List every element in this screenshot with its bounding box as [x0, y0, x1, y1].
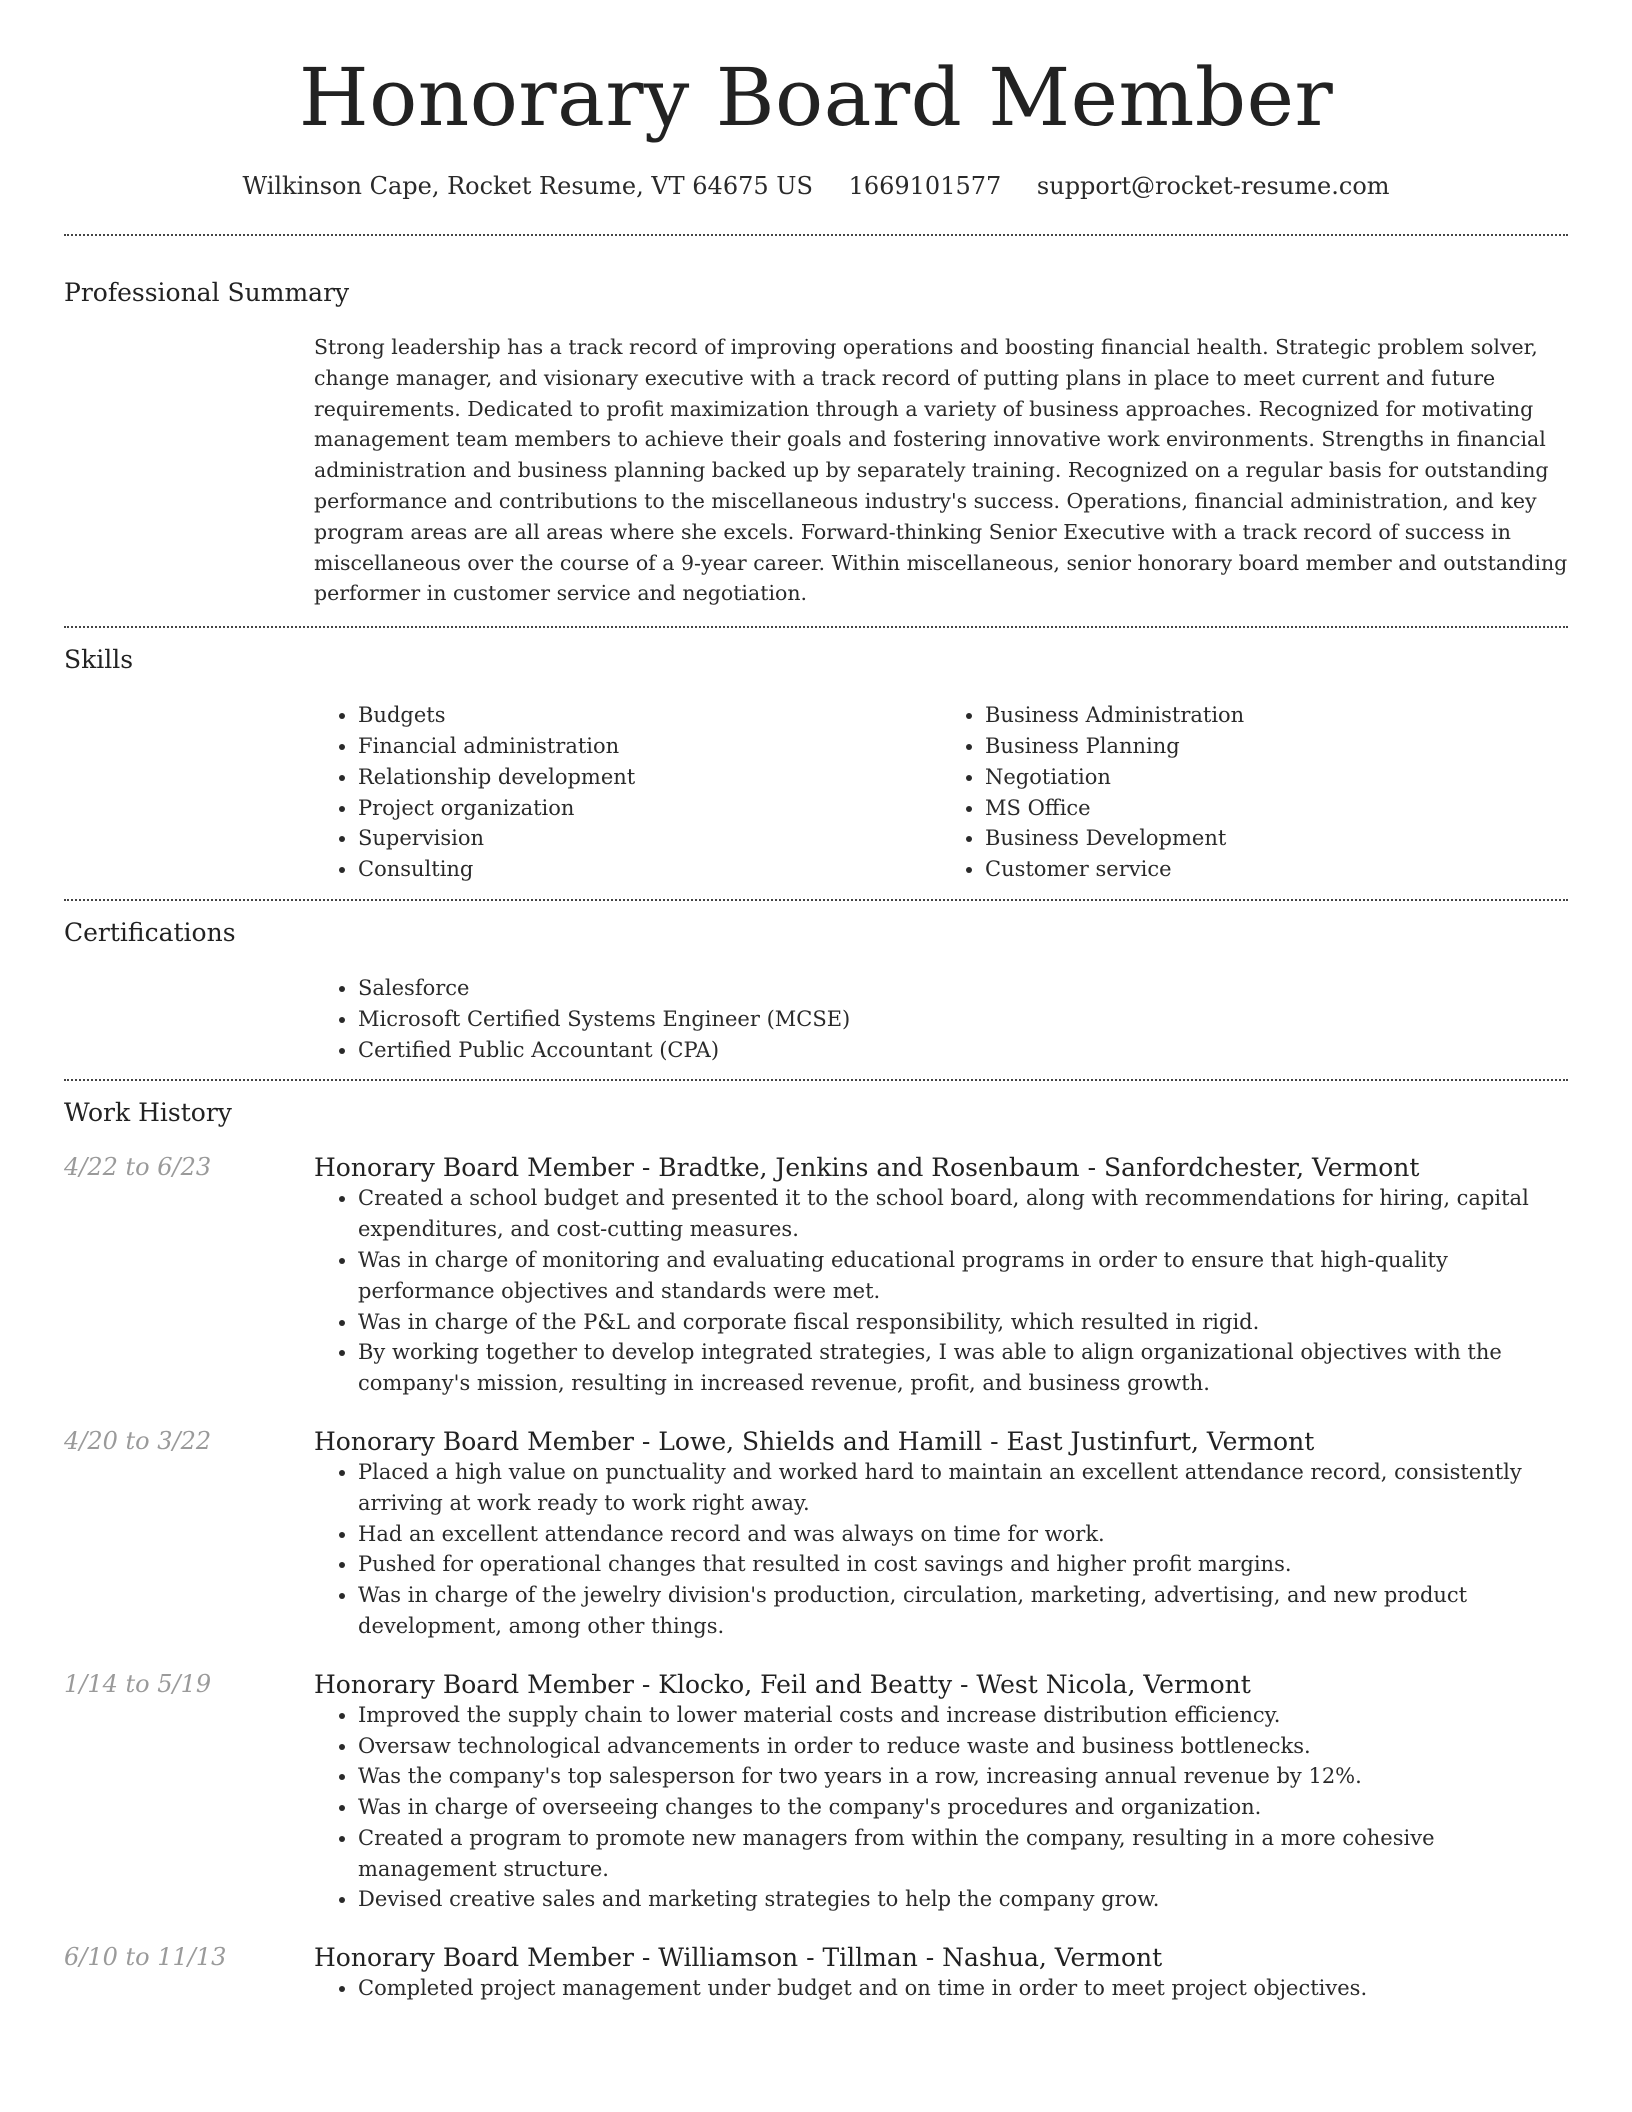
list-item: • Oversaw technological advancements in order to reduce waste and business bottlenecks. — [358, 1731, 1568, 1762]
list-item: • Completed project management under budget and on time in order to meet project objectives. — [358, 1973, 1568, 2004]
job-date: 1/14 to 5/19 — [64, 1669, 212, 1698]
job-date: 4/20 to 3/22 — [64, 1426, 212, 1455]
summary-heading: Professional Summary — [64, 278, 350, 307]
job-entry — [64, 1153, 1568, 1399]
list-item: • By working together to develop integrated strategies, I was able to align organizational objectives with the company's mission, resulting in increased revenue, profit, and business growth. — [358, 1337, 1568, 1399]
job-entry — [64, 1943, 1568, 2004]
work-history-heading: Work History — [64, 1098, 232, 1128]
certifications-section — [64, 901, 1568, 1079]
job-title: Honorary Board Member - Bradtke, Jenkins and Rosenbaum - Sanfordchester, Vermont — [314, 1153, 1420, 1183]
list-item: • Pushed for operational changes that resulted in cost savings and higher profit margins. — [358, 1549, 1568, 1580]
list-item: • Certified Public Accountant (CPA) — [358, 1035, 1568, 1066]
list-item: • Customer service — [985, 854, 1568, 885]
contact-phone: 1669101577 — [848, 172, 1002, 200]
list-item: • Business Planning — [985, 731, 1568, 762]
skills-section — [64, 628, 1568, 899]
job-bullets — [314, 1973, 1568, 2004]
job-body — [314, 1153, 1568, 1399]
job-bullets — [314, 1183, 1568, 1399]
list-item: • Consulting — [358, 854, 941, 885]
contact-email[interactable]: support@rocket-resume.com — [1036, 172, 1390, 200]
list-item: • Negotiation — [985, 762, 1568, 793]
contact-info — [64, 172, 1568, 200]
job-title: Honorary Board Member - Lowe, Shields and Hamill - East Justinfurt, Vermont — [314, 1426, 1315, 1456]
list-item: • Was in charge of the P&L and corporate fiscal responsibility, which resulted in rigid. — [358, 1307, 1568, 1338]
certifications-list — [314, 973, 1568, 1065]
list-item: • MS Office — [985, 793, 1568, 824]
skills-left-list — [314, 700, 941, 885]
list-item: • Business Administration — [985, 700, 1568, 731]
list-item: • Placed a high value on punctuality and worked hard to maintain an excellent attendance record, consistently arriving at work ready to work right away. — [358, 1457, 1568, 1519]
list-item: • Improved the supply chain to lower material costs and increase distribution efficiency. — [358, 1700, 1568, 1731]
job-entry — [64, 1427, 1568, 1642]
job-body — [314, 1427, 1568, 1642]
list-item: • Devised creative sales and marketing strategies to help the company grow. — [358, 1884, 1568, 1915]
list-item: • Salesforce — [358, 973, 1568, 1004]
list-item: • Created a program to promote new managers from within the company, resulting in a more cohesive management structure. — [358, 1823, 1568, 1885]
jobs-list — [64, 1153, 1568, 2004]
job-title: Honorary Board Member - Klocko, Feil and Beatty - West Nicola, Vermont — [314, 1669, 1251, 1699]
list-item: • Business Development — [985, 823, 1568, 854]
job-title: Honorary Board Member - Williamson - Tillman - Nashua, Vermont — [314, 1943, 1163, 1973]
list-item: • Was in charge of monitoring and evaluating educational programs in order to ensure that high-quality performance objectives and standards were met. — [358, 1245, 1568, 1307]
skills-columns — [314, 700, 1568, 899]
list-item: • Was the company's top salesperson for two years in a row, increasing annual revenue by 12%. — [358, 1761, 1568, 1792]
job-bullets — [314, 1457, 1568, 1642]
work-history-section — [64, 1081, 1568, 2004]
list-item: • Microsoft Certified Systems Engineer (MCSE) — [358, 1004, 1568, 1035]
list-item: • Created a school budget and presented it to the school board, along with recommendations for hiring, capital expenditures, and cost-cutting measures. — [358, 1183, 1568, 1245]
job-date: 4/22 to 6/23 — [64, 1153, 212, 1182]
resume-name: Honorary Board Member — [298, 51, 1334, 144]
job-entry — [64, 1670, 1568, 1916]
job-body — [314, 1670, 1568, 1916]
list-item: • Was in charge of the jewelry division's production, circulation, marketing, advertising, and new product development, among other things. — [358, 1580, 1568, 1642]
summary-text: Strong leadership has a track record of improving operations and boosting financial health. Strategic problem solver, change manager, and visionary executive with a track record of putting plans in place to meet current and future requirements. Dedicated to profit maximization through a variety of business approaches. Recognized for motivating management team members to achieve their goals and fostering innovative work environments. Strengths in financial administration and business planning backed up by separately training. Recognized on a regular basis for outstanding performance and contributions to the miscellaneous industry's success. Operations, financial administration, and key program areas are all areas where she excels. Forward-thinking Senior Executive with a track record of success in miscellaneous over the course of a 9-year career. Within miscellaneous, senior honorary board member and outstanding performer in customer service and negotiation. — [314, 335, 1568, 606]
professional-summary-section — [64, 236, 1568, 626]
list-item: • Budgets — [358, 700, 941, 731]
list-item: • Supervision — [358, 823, 941, 854]
list-item: • Project organization — [358, 793, 941, 824]
list-item: • Was in charge of overseeing changes to the company's procedures and organization. — [358, 1792, 1568, 1823]
contact-address: Wilkinson Cape, Rocket Resume, VT 64675 US — [242, 172, 813, 200]
list-item: • Relationship development — [358, 762, 941, 793]
list-item: • Had an excellent attendance record and was always on time for work. — [358, 1519, 1568, 1550]
certifications-heading: Certifications — [64, 917, 236, 947]
job-bullets — [314, 1700, 1568, 1916]
skills-right-list — [941, 700, 1568, 885]
job-date: 6/10 to 11/13 — [64, 1943, 227, 1972]
list-item: • Financial administration — [358, 731, 941, 762]
skills-heading: Skills — [64, 645, 134, 675]
job-body — [314, 1943, 1568, 2004]
